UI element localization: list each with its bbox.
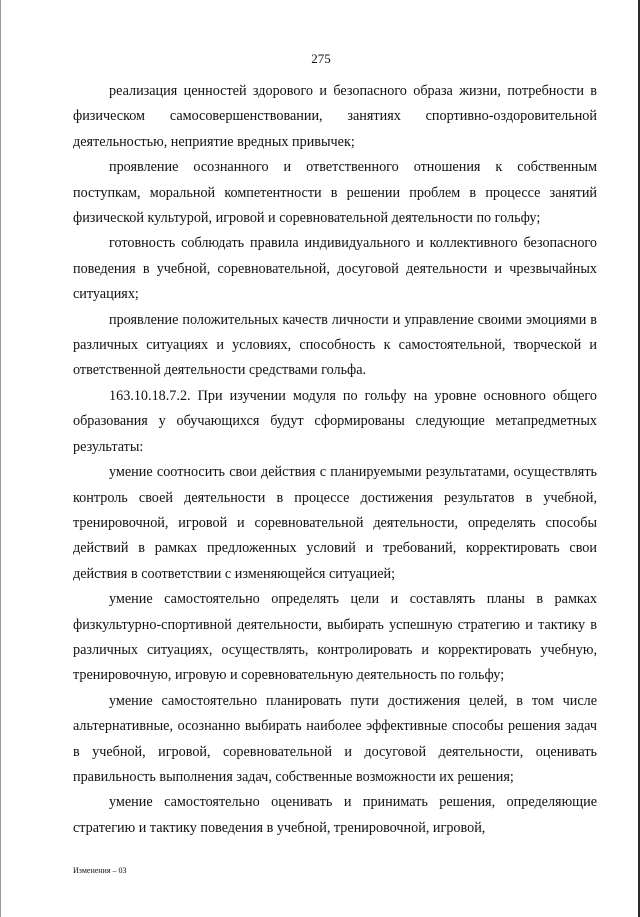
paragraph-healthy-lifestyle: реализация ценностей здорового и безопасного образа жизни, потребности в физическом самосовершенствовании, занятиях спортивно-оздоровительной деятельностью, неприятие вредных привычек; bbox=[73, 83, 597, 150]
paragraph-plan-paths: умение самостоятельно планировать пути достижения целей, в том числе альтернативные, осознанно выбирать наиболее эффективные способы решения задач в учебной, игровой, соревновательной и досуговой деятельности, оценивать правильность выполнения задач, собственные возможности их решения; bbox=[73, 692, 597, 785]
page-number: 275 bbox=[311, 51, 331, 66]
paragraph-correlate-actions: умение соотносить свои действия с планируемыми результатами, осуществлять контроль своей деятельности в процессе достижения результатов в учебной, тренировочной, игровой и соревновательной деятельности, определять способы действий в рамках предложенных условий и требований, корректировать свои действия в соответствии с изменяющейся ситуацией; bbox=[73, 464, 597, 582]
paragraph-responsible-attitude: проявление осознанного и ответственного отношения к собственным поступкам, моральной компетентности в решении проблем в процессе занятий физической культурой, игровой и соревновательной деятельности по гольфу; bbox=[73, 159, 597, 227]
paragraph-safety-rules: готовность соблюдать правила индивидуального и коллективного безопасного поведения в учебной, соревновательной, досуговой деятельности и чрезвычайных ситуациях; bbox=[73, 235, 597, 303]
paragraph-section-163-10-18-7-2: 163.10.18.7.2. При изучении модуля по гольфу на уровне основного общего образования у обучающихся будут сформированы следующие метапредметных результаты: bbox=[73, 387, 597, 455]
paragraph-evaluate-decisions: умение самостоятельно оценивать и принимать решения, определяющие стратегию и тактику поведения в учебной, тренировочной, игровой, bbox=[73, 794, 597, 836]
paragraph-define-goals: умение самостоятельно определять цели и составлять планы в рамках физкультурно-спортивной деятельности, выбирать успешную стратегию и тактику в различных ситуациях, осуществлять, контролировать и корректировать учебную, тренировочную, игровую и соревновательную деятельность по гольфу; bbox=[73, 591, 597, 684]
footer-revision: Изменения – 03 bbox=[73, 866, 127, 875]
paragraph-personal-qualities: проявление положительных качеств личности и управление своими эмоциями в различных ситуациях и условиях, способность к самостоятельной, творческой и ответственной деятельности средствами гольфа. bbox=[73, 311, 597, 379]
document-body bbox=[73, 79, 597, 841]
